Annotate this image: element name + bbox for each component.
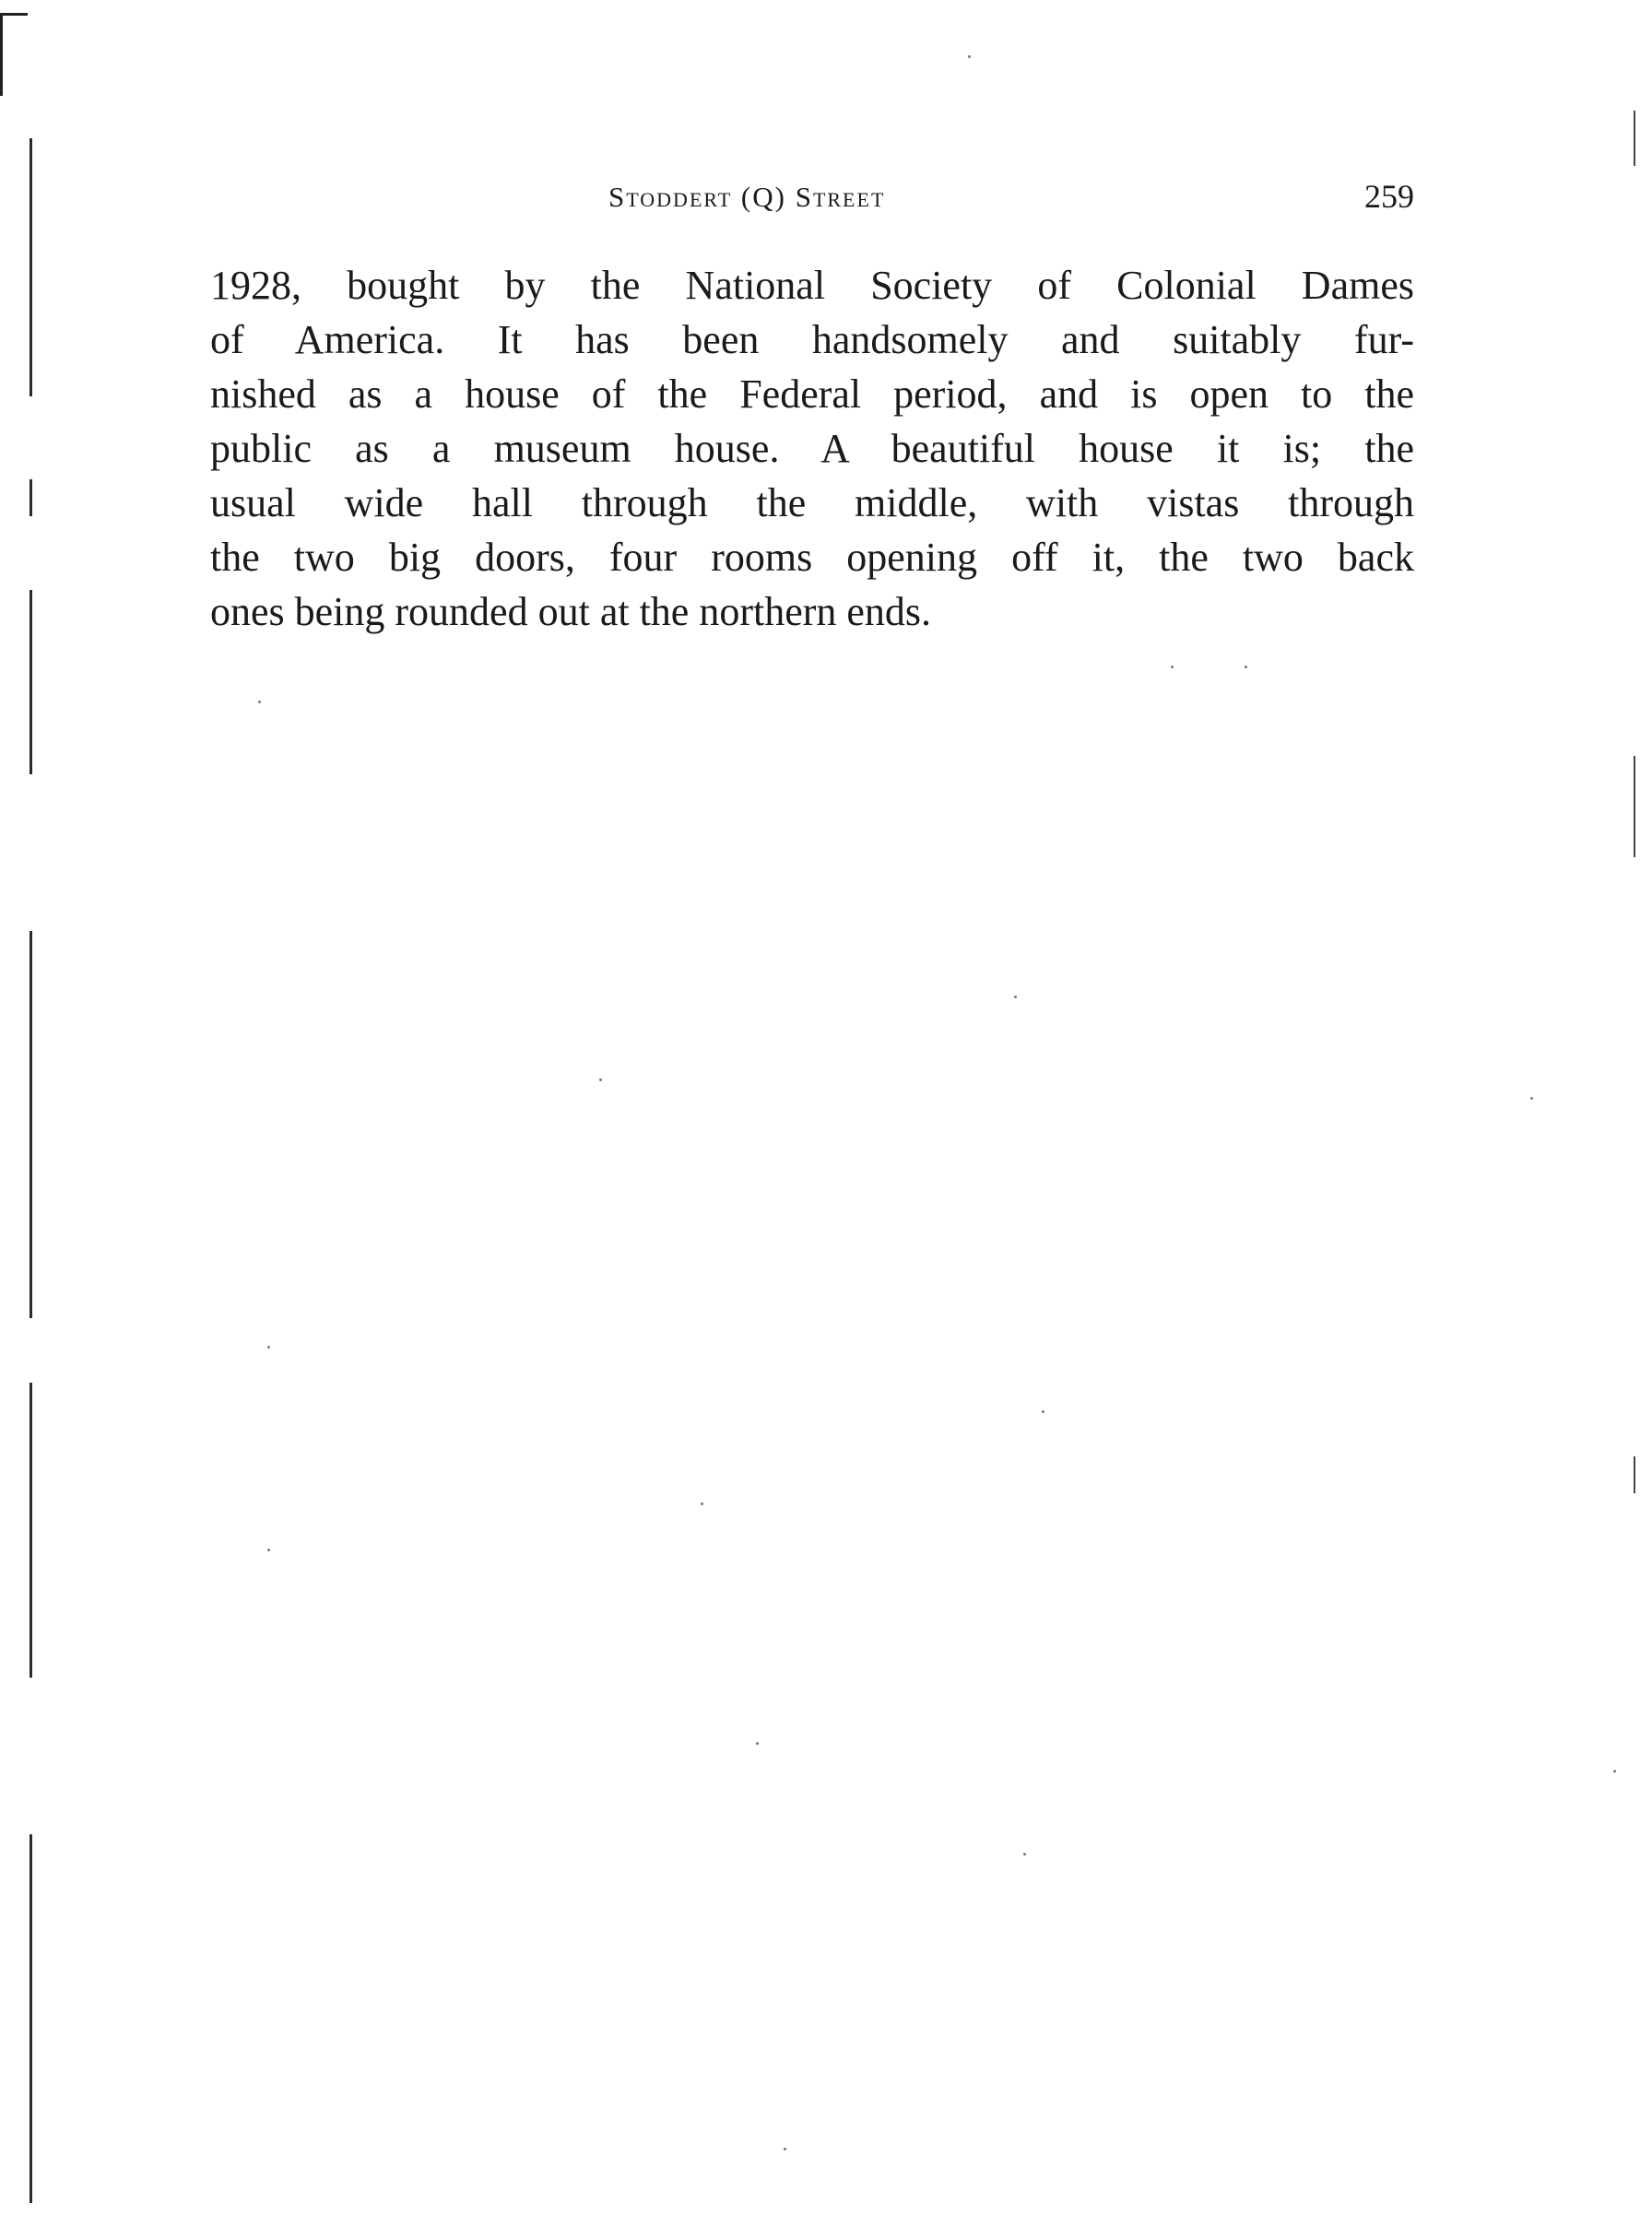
scan-speck bbox=[1023, 1853, 1026, 1856]
scan-edge-left bbox=[30, 138, 32, 396]
scan-edge-left bbox=[30, 1834, 32, 2203]
scan-edge-right bbox=[1634, 1456, 1635, 1493]
scan-edge-left bbox=[30, 1383, 32, 1678]
scan-edge-right bbox=[1634, 111, 1635, 166]
scan-edge-left bbox=[30, 479, 32, 516]
text-line: ones being rounded out at the northern ends. bbox=[210, 589, 932, 634]
scan-speck bbox=[1613, 1770, 1616, 1773]
scan-edge-corner bbox=[0, 13, 28, 16]
scan-speck bbox=[756, 1742, 759, 1745]
scan-edge-left bbox=[30, 590, 32, 774]
text-line: the two big doors, four rooms opening off it, the two back bbox=[210, 535, 1414, 580]
text-line: 1928, bought by the National Society of Colonial Dames bbox=[210, 263, 1414, 308]
body-paragraph bbox=[210, 258, 1414, 639]
text-line: of America. It has been handsomely and suitably fur- bbox=[210, 317, 1414, 362]
scan-speck bbox=[701, 1502, 703, 1505]
text-line: public as a museum house. A beautiful house it is; the bbox=[210, 426, 1414, 471]
scan-speck bbox=[267, 1549, 270, 1551]
scan-speck bbox=[1014, 996, 1017, 998]
scan-speck bbox=[968, 55, 971, 58]
scan-speck bbox=[1171, 666, 1174, 668]
scan-speck bbox=[784, 2148, 786, 2150]
scan-speck bbox=[1042, 1410, 1044, 1413]
page-number: 259 bbox=[1364, 178, 1414, 215]
scan-speck bbox=[1530, 1097, 1533, 1100]
scan-edge-corner-vertical bbox=[0, 13, 3, 96]
scan-speck bbox=[599, 1078, 602, 1081]
scan-speck bbox=[1245, 666, 1247, 668]
text-line: usual wide hall through the middle, with vistas through bbox=[210, 480, 1414, 525]
scan-edge-left bbox=[30, 931, 32, 1318]
text-line: nished as a house of the Federal period, and is open to the bbox=[210, 371, 1414, 417]
scan-speck bbox=[258, 701, 261, 703]
scan-speck bbox=[267, 1346, 270, 1349]
scan-edge-right bbox=[1634, 756, 1635, 857]
running-head: Stoddert (Q) Street bbox=[608, 181, 886, 213]
